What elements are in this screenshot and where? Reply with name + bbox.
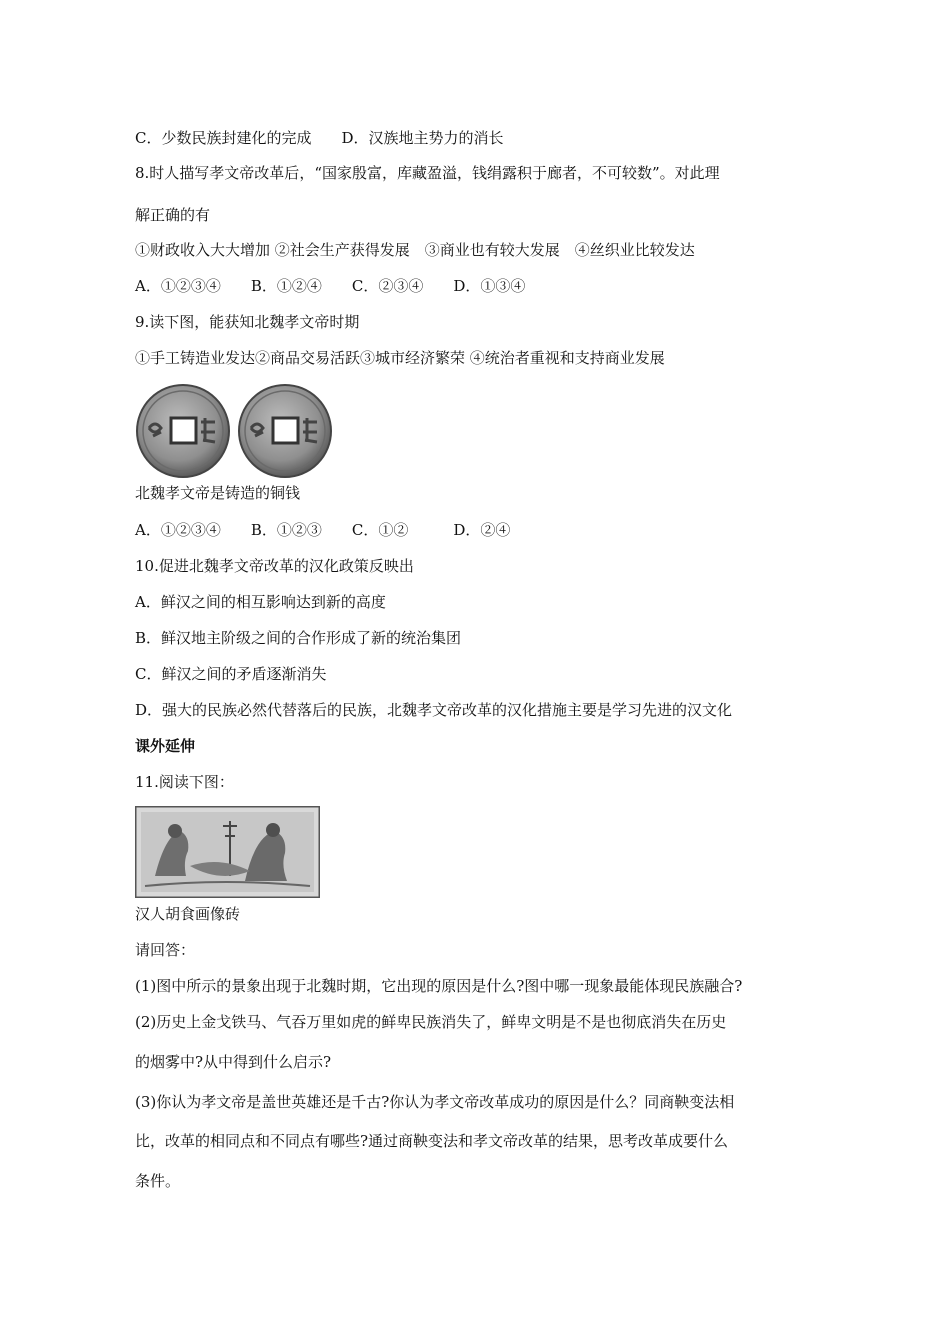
q8-statements: ①财政收入大大增加 ②社会生产获得发展 ③商业也有较大发展 ④丝织业比较发达 [135, 241, 695, 259]
q11-part-1: (1)图中所示的景象出现于北魏时期，它出现的原因是什么?图中哪一现象最能体现民族融合? [135, 977, 743, 995]
q9-statements: ①手工铸造业发达②商品交易活跃③城市经济繁荣 ④统治者重视和支持商业发展 [135, 349, 665, 367]
q9-figure-caption: 北魏孝文帝是铸造的铜钱 [135, 484, 301, 502]
q11-part-2: (2)历史上金戈铁马、气吞万里如虎的鲜卑民族消失了，鲜卑文明是不是也彻底消失在历史 [135, 1013, 727, 1031]
q11-part-3: (3)你认为孝文帝是盖世英雄还是千古?你认为孝文帝改革成功的原因是什么？同商鞅变法相 [135, 1093, 735, 1111]
q10-stem: 10.促进北魏孝文帝改革的汉化政策反映出 [135, 557, 414, 575]
q7-option-cd: C．少数民族封建化的完成 D．汉族地主势力的消长 [135, 129, 504, 147]
q9-options: A．①②③④ B．①②③ C．①② D．②④ [135, 521, 511, 539]
q10-option-c: C．鲜汉之间的矛盾逐渐消失 [135, 665, 327, 683]
q11-part-2-cont: 的烟雾中?从中得到什么启示? [135, 1053, 332, 1071]
q8-options: A．①②③④ B．①②④ C．②③④ D．①③④ [135, 277, 526, 295]
q9-stem: 9.读下图，能获知北魏孝文帝时期 [135, 313, 360, 331]
q11-figure-caption: 汉人胡食画像砖 [135, 905, 241, 923]
copper-coins-image [135, 384, 333, 479]
brick-painting-image [135, 806, 320, 898]
q8-stem: 8.时人描写孝文帝改革后，“国家殷富，库藏盈溢，钱绢露积于廊者，不可较数”。对此理 [135, 164, 720, 182]
q10-option-a: A．鲜汉之间的相互影响达到新的高度 [135, 593, 386, 611]
q10-option-d: D．强大的民族必然代替落后的民族，北魏孝文帝改革的汉化措施主要是学习先进的汉文化 [135, 701, 733, 719]
q11-part-3-end: 条件。 [135, 1172, 181, 1190]
coin-left-icon [137, 385, 229, 477]
coin-right-icon [239, 385, 331, 477]
section-heading: 课外延伸 [135, 737, 196, 755]
q11-stem: 11.阅读下图： [135, 773, 234, 791]
q11-part-3-cont: 比，改革的相同点和不同点有哪些?通过商鞅变法和孝文帝改革的结果，思考改革成要什么 [135, 1132, 729, 1150]
q8-stem-cont: 解正确的有 [135, 206, 211, 224]
q10-option-b: B．鲜汉地主阶级之间的合作形成了新的统治集团 [135, 629, 462, 647]
q11-prompt: 请回答： [135, 941, 196, 959]
